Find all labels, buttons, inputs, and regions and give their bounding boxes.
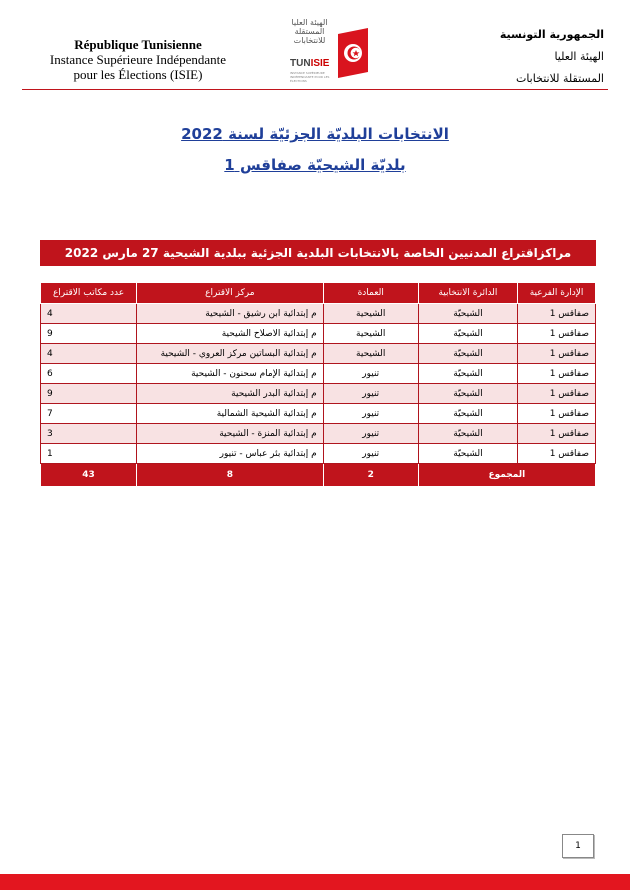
cell-admin: صفاقس 1	[518, 364, 596, 384]
col-header-admin: الإدارة الفرعية	[518, 283, 596, 304]
cell-offices: 3	[41, 424, 137, 444]
header-ar-line2: الهيئة العليا	[554, 50, 604, 63]
table-row	[41, 304, 596, 324]
header-fr-line3: pour les Élections (ISIE)	[73, 67, 203, 82]
cell-center: م إبتدائية الشيحية الشمالية	[137, 404, 324, 424]
logo-small-text: INSTANCE SUPÉRIEURE INDÉPENDANTE POUR LES ÉLECTIONS	[290, 71, 330, 83]
cell-deleg: الشيحية	[323, 344, 418, 364]
isie-logo	[282, 18, 382, 86]
cell-offices: 4	[41, 344, 137, 364]
header-ar	[484, 24, 604, 90]
col-header-offices: عدد مكاتب الاقتراع	[41, 283, 137, 304]
logo-latin-text	[290, 58, 329, 69]
cell-deleg: تنيور	[323, 424, 418, 444]
document-subtitle: بلديّة الشيحيّة صفاقس 1	[224, 156, 406, 174]
table-row	[41, 344, 596, 364]
cell-deleg: الشيحية	[323, 304, 418, 324]
cell-circ: الشيحيّة	[418, 324, 517, 344]
col-header-center: مركز الاقتراع	[137, 283, 324, 304]
cell-admin: صفاقس 1	[518, 444, 596, 464]
polling-centers-table	[40, 282, 596, 487]
logo-latin-a: TUN	[290, 58, 311, 69]
col-header-deleg: العمادة	[323, 283, 418, 304]
table-row	[41, 424, 596, 444]
total-label: المجموع	[418, 464, 595, 487]
cell-center: م إبتدائية الاصلاح الشيحية	[137, 324, 324, 344]
cell-circ: الشيحيّة	[418, 344, 517, 364]
table-row	[41, 364, 596, 384]
header-ar-line3: المستقلة للانتخابات	[515, 72, 604, 85]
cell-deleg: تنيور	[323, 404, 418, 424]
total-offices: 43	[41, 464, 137, 487]
cell-offices: 4	[41, 304, 137, 324]
cell-offices: 9	[41, 384, 137, 404]
table-row	[41, 444, 596, 464]
total-delegations: 2	[323, 464, 418, 487]
document-title: الانتخابات البلديّة الجزئيّة لسنة 2022	[181, 125, 449, 143]
cell-center: م إبتدائية بئر عباس - تنيور	[137, 444, 324, 464]
header-divider	[22, 89, 608, 90]
cell-offices: 9	[41, 324, 137, 344]
table-row	[41, 324, 596, 344]
cell-admin: صفاقس 1	[518, 424, 596, 444]
total-row	[41, 464, 596, 487]
page-number: 1	[562, 834, 594, 858]
header-fr	[38, 37, 238, 82]
table-banner: مراكزاقتراع المدنيين الخاصة بالانتخابات البلدية الجزئية ببلدية الشيحية 27 مارس 2022	[40, 240, 596, 266]
header-ar-line1: الجمهورية التونسية	[499, 28, 604, 41]
cell-deleg: تنيور	[323, 364, 418, 384]
header-fr-line1: République Tunisienne	[74, 37, 202, 52]
footer-bar	[0, 874, 630, 890]
table-row	[41, 384, 596, 404]
cell-offices: 7	[41, 404, 137, 424]
logo-latin-b: ISIE	[310, 58, 330, 69]
cell-circ: الشيحيّة	[418, 424, 517, 444]
table-row	[41, 404, 596, 424]
total-centers: 8	[137, 464, 324, 487]
tunisian-flag-icon	[334, 28, 372, 78]
cell-center: م إبتدائية البساتين مركز العروي - الشيحية	[137, 344, 324, 364]
cell-deleg: الشيحية	[323, 324, 418, 344]
cell-center: م إبتدائية البدر الشيحية	[137, 384, 324, 404]
cell-offices: 1	[41, 444, 137, 464]
cell-deleg: تنيور	[323, 384, 418, 404]
logo-arabic-text: الهيئة العليا المستقلة للانتخابات	[291, 18, 328, 45]
cell-admin: صفاقس 1	[518, 304, 596, 324]
cell-circ: الشيحيّة	[418, 304, 517, 324]
table-header-row	[41, 283, 596, 304]
cell-center: م إبتدائية المنزة - الشيحية	[137, 424, 324, 444]
header-fr-line2: Instance Supérieure Indépendante	[49, 52, 227, 67]
cell-admin: صفاقس 1	[518, 324, 596, 344]
cell-offices: 6	[41, 364, 137, 384]
cell-circ: الشيحيّة	[418, 404, 517, 424]
cell-admin: صفاقس 1	[518, 384, 596, 404]
cell-admin: صفاقس 1	[518, 404, 596, 424]
cell-circ: الشيحيّة	[418, 444, 517, 464]
cell-circ: الشيحيّة	[418, 364, 517, 384]
cell-center: م إبتدائية الإمام سحنون - الشيحية	[137, 364, 324, 384]
cell-center: م إبتدائية ابن رشيق - الشيحية	[137, 304, 324, 324]
col-header-circ: الدائرة الانتخابية	[418, 283, 517, 304]
cell-deleg: تنيور	[323, 444, 418, 464]
cell-admin: صفاقس 1	[518, 344, 596, 364]
cell-circ: الشيحيّة	[418, 384, 517, 404]
